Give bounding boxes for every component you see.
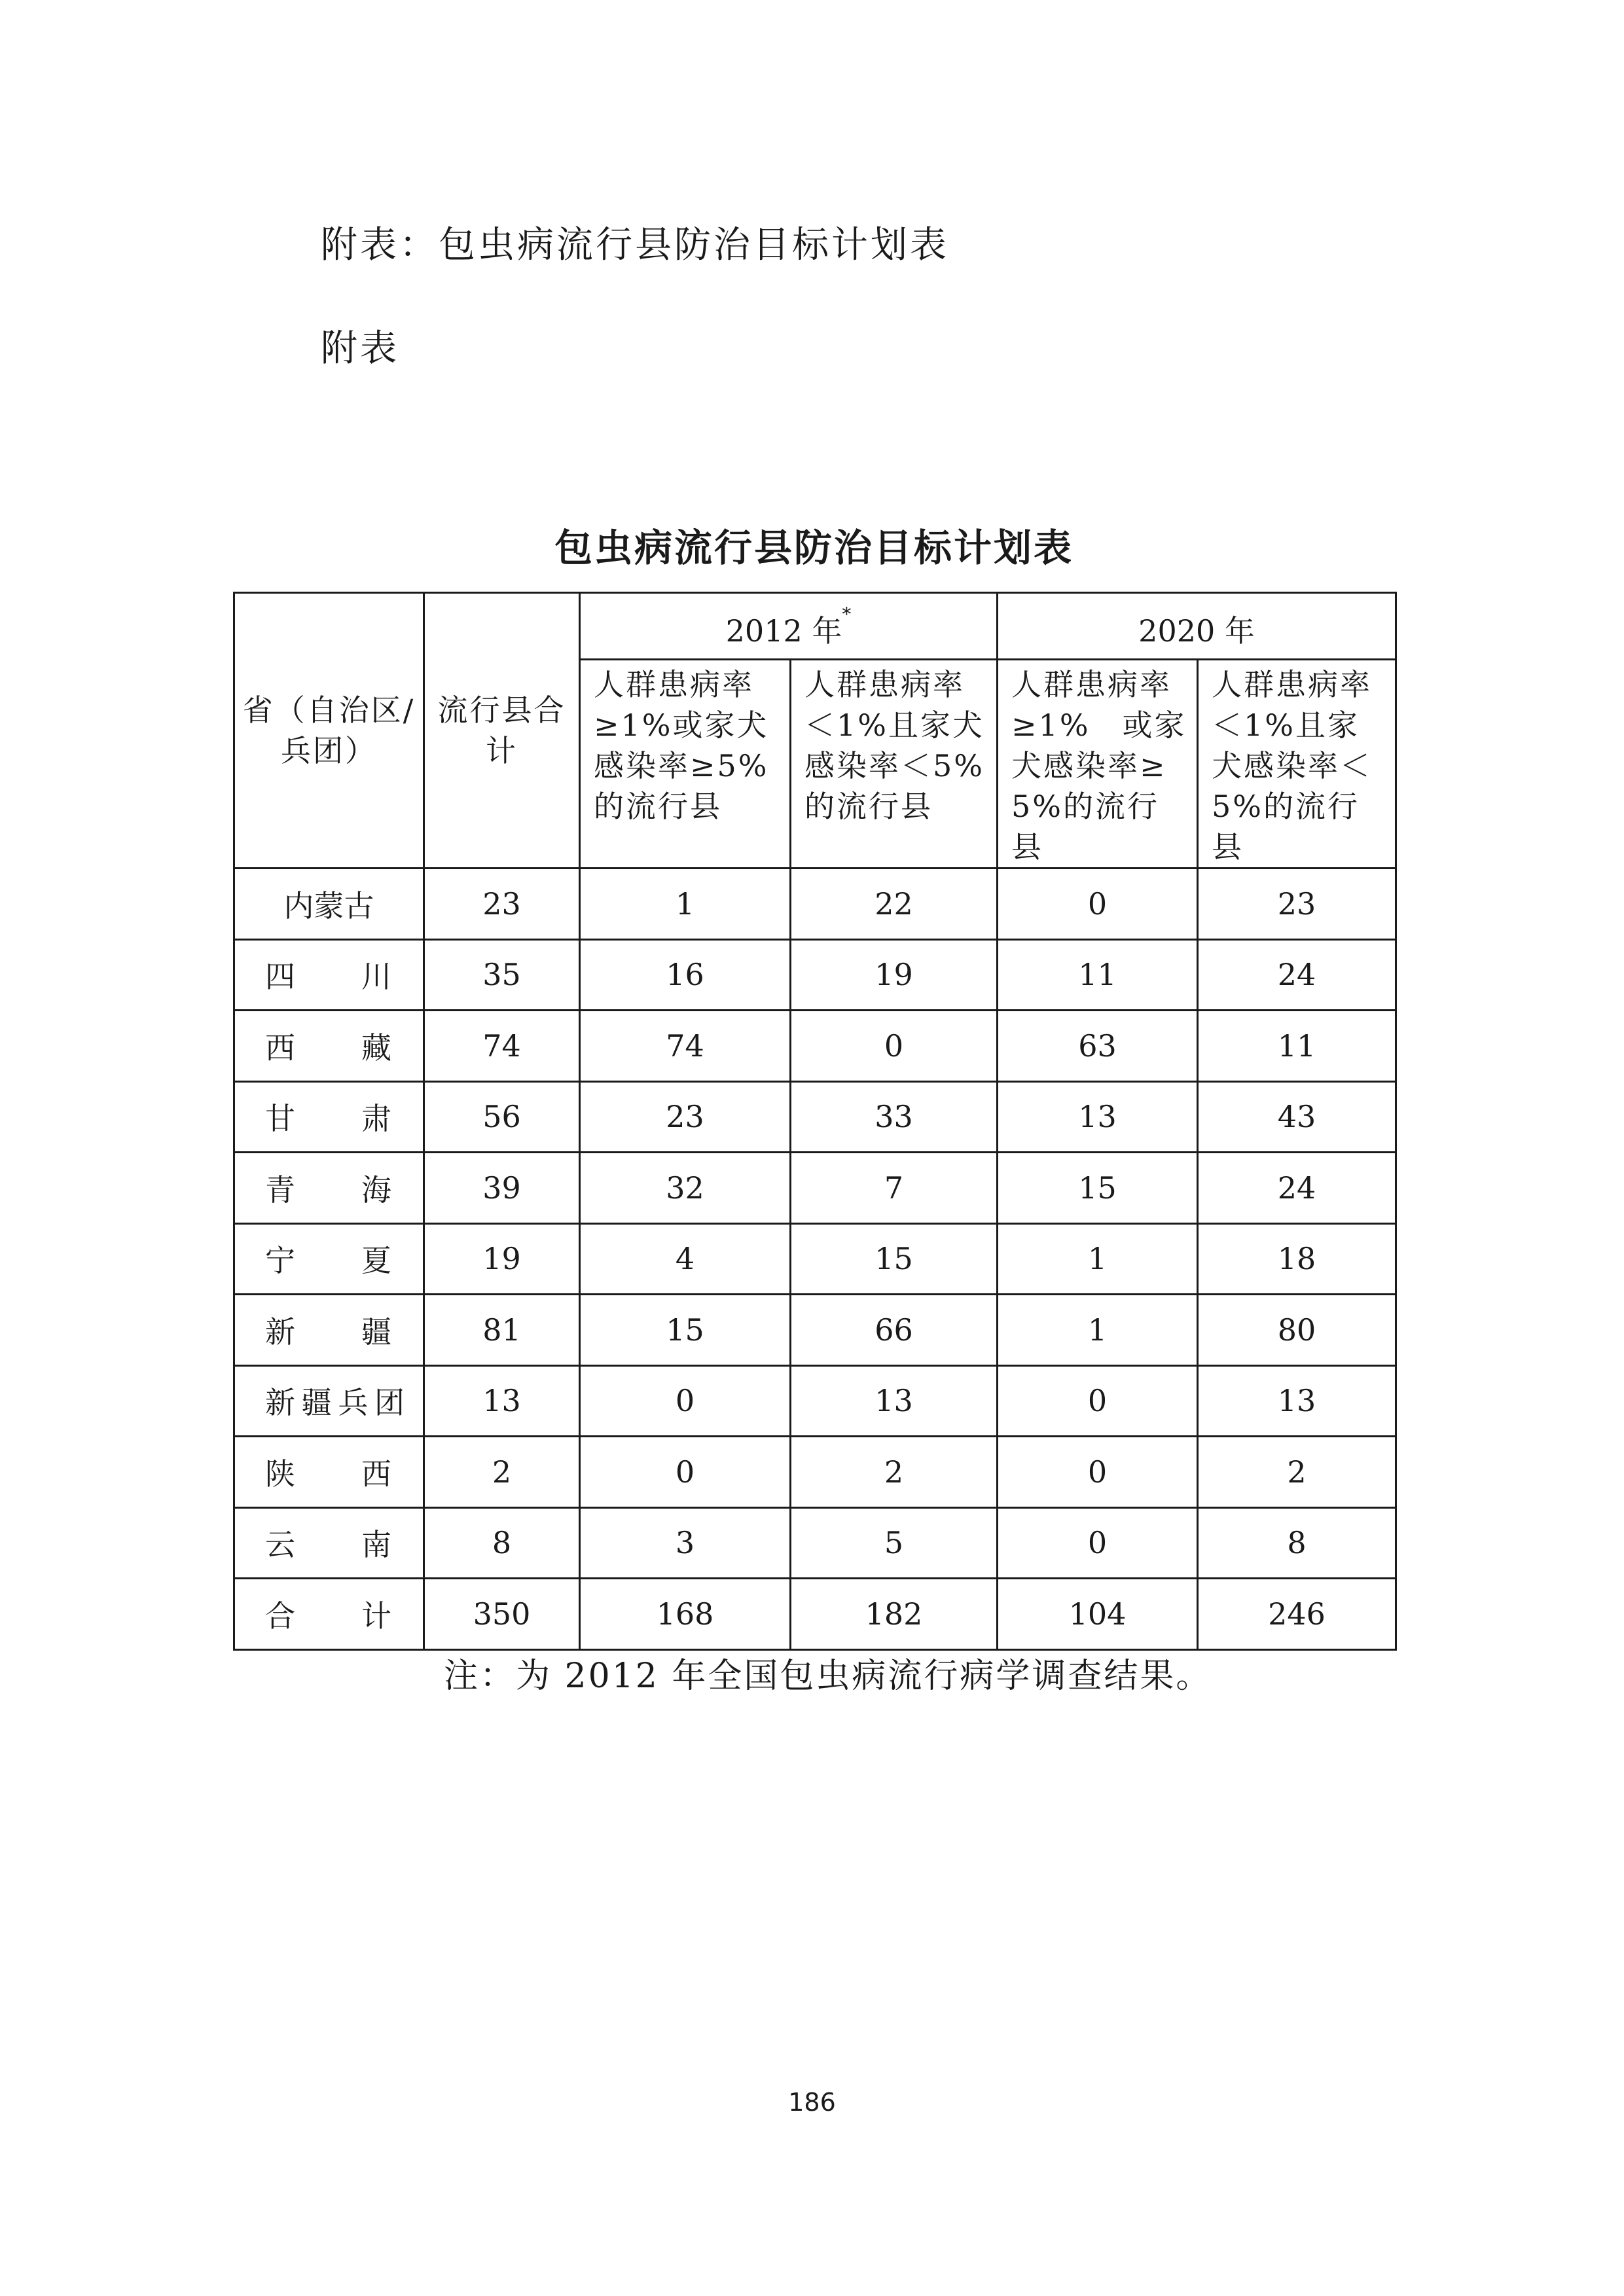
value-cell-y2020-low: 24 [1198, 1153, 1396, 1224]
table-note: 注：为 2012 年全国包虫病流行病学调查结果。 [444, 1657, 1212, 1696]
province-cell: 宁夏 [234, 1223, 424, 1295]
table-row [234, 1295, 1396, 1366]
value-cell-y2020-low: 11 [1198, 1011, 1396, 1082]
value-cell-y2020-high: 0 [998, 1507, 1198, 1579]
subheader-2012-low: 人群患病率＜1%且家犬感染率＜5%的流行县 [791, 660, 998, 869]
value-cell-total: 13 [424, 1365, 580, 1437]
value-cell-y2012-low: 13 [791, 1365, 998, 1437]
value-cell-y2012-low: 19 [791, 939, 998, 1011]
table-body [234, 869, 1396, 1650]
province-cell: 合计 [234, 1579, 424, 1650]
value-cell-y2020-high: 11 [998, 939, 1198, 1011]
value-cell-y2020-low: 23 [1198, 869, 1396, 940]
value-cell-y2020-low: 43 [1198, 1081, 1396, 1153]
province-cell: 西藏 [234, 1011, 424, 1082]
value-cell-y2020-high: 63 [998, 1011, 1198, 1082]
value-cell-y2012-low: 2 [791, 1437, 998, 1508]
province-cell: 青海 [234, 1153, 424, 1224]
value-cell-y2012-high: 168 [580, 1579, 791, 1650]
year-2012-label: 2012 年 [725, 613, 842, 649]
header-year-2020 [998, 593, 1396, 660]
value-cell-y2012-low: 66 [791, 1295, 998, 1366]
value-cell-y2020-high: 0 [998, 1365, 1198, 1437]
value-cell-y2020-low: 18 [1198, 1223, 1396, 1295]
table-row [234, 1011, 1396, 1082]
header-total: 流行县合计 [424, 593, 580, 869]
value-cell-y2012-high: 4 [580, 1223, 791, 1295]
value-cell-y2020-high: 1 [998, 1223, 1198, 1295]
value-cell-y2020-low: 8 [1198, 1507, 1396, 1579]
value-cell-y2012-high: 16 [580, 939, 791, 1011]
value-cell-y2012-low: 15 [791, 1223, 998, 1295]
table-row [234, 1579, 1396, 1650]
subheader-2020-high: 人群患病率≥1% 或家犬感染率≥5%的流行县 [998, 660, 1198, 869]
value-cell-y2020-low: 24 [1198, 939, 1396, 1011]
value-cell-total: 19 [424, 1223, 580, 1295]
value-cell-y2020-high: 104 [998, 1579, 1198, 1650]
province-cell: 甘肃 [234, 1081, 424, 1153]
table-row [234, 1223, 1396, 1295]
value-cell-y2012-high: 0 [580, 1437, 791, 1508]
value-cell-y2020-high: 0 [998, 869, 1198, 940]
value-cell-total: 81 [424, 1295, 580, 1366]
subheader-2020-low: 人群患病率＜1%且家犬感染率＜5%的流行县 [1198, 660, 1396, 869]
table-row [234, 1153, 1396, 1224]
table-row [234, 1081, 1396, 1153]
value-cell-y2012-low: 182 [791, 1579, 998, 1650]
value-cell-y2020-low: 13 [1198, 1365, 1396, 1437]
value-cell-y2020-high: 15 [998, 1153, 1198, 1224]
value-cell-total: 56 [424, 1081, 580, 1153]
value-cell-total: 8 [424, 1507, 580, 1579]
value-cell-y2020-low: 80 [1198, 1295, 1396, 1366]
province-cell: 云南 [234, 1507, 424, 1579]
table-row [234, 869, 1396, 940]
value-cell-y2012-high: 1 [580, 869, 791, 940]
value-cell-y2012-high: 74 [580, 1011, 791, 1082]
page-number: 186 [788, 2088, 836, 2117]
table-title: 包虫病流行县防治目标计划表 [554, 526, 1074, 570]
table-row [234, 1507, 1396, 1579]
province-cell: 内蒙古 [234, 869, 424, 940]
value-cell-y2012-high: 15 [580, 1295, 791, 1366]
value-cell-total: 2 [424, 1437, 580, 1508]
value-cell-y2020-high: 0 [998, 1437, 1198, 1508]
value-cell-y2012-low: 0 [791, 1011, 998, 1082]
table-row [234, 1365, 1396, 1437]
value-cell-total: 35 [424, 939, 580, 1011]
province-cell: 四川 [234, 939, 424, 1011]
value-cell-y2012-low: 33 [791, 1081, 998, 1153]
value-cell-total: 74 [424, 1011, 580, 1082]
province-cell: 陕西 [234, 1437, 424, 1508]
value-cell-y2012-low: 5 [791, 1507, 998, 1579]
value-cell-y2012-high: 0 [580, 1365, 791, 1437]
header-province: 省（自治区/兵团） [234, 593, 424, 869]
plan-table [233, 592, 1397, 1651]
value-cell-y2012-low: 22 [791, 869, 998, 940]
value-cell-y2020-low: 2 [1198, 1437, 1396, 1508]
value-cell-y2020-low: 246 [1198, 1579, 1396, 1650]
province-cell: 新疆兵团 [234, 1365, 424, 1437]
year-2012-footnote-mark: * [842, 603, 852, 625]
value-cell-y2012-high: 23 [580, 1081, 791, 1153]
value-cell-y2020-high: 1 [998, 1295, 1198, 1366]
value-cell-total: 39 [424, 1153, 580, 1224]
value-cell-total: 23 [424, 869, 580, 940]
value-cell-y2020-high: 13 [998, 1081, 1198, 1153]
appendix-heading: 附表：包虫病流行县防治目标计划表 [321, 224, 949, 266]
value-cell-y2012-low: 7 [791, 1153, 998, 1224]
province-cell: 新疆 [234, 1295, 424, 1366]
table-row [234, 1437, 1396, 1508]
value-cell-y2012-high: 32 [580, 1153, 791, 1224]
table-row [234, 939, 1396, 1011]
appendix-label: 附表 [321, 327, 399, 370]
year-2020-label: 2020 年 [1138, 613, 1255, 649]
value-cell-total: 350 [424, 1579, 580, 1650]
value-cell-y2012-high: 3 [580, 1507, 791, 1579]
header-year-2012 [580, 593, 998, 660]
subheader-2012-high: 人群患病率≥1%或家犬感染率≥5%的流行县 [580, 660, 791, 869]
